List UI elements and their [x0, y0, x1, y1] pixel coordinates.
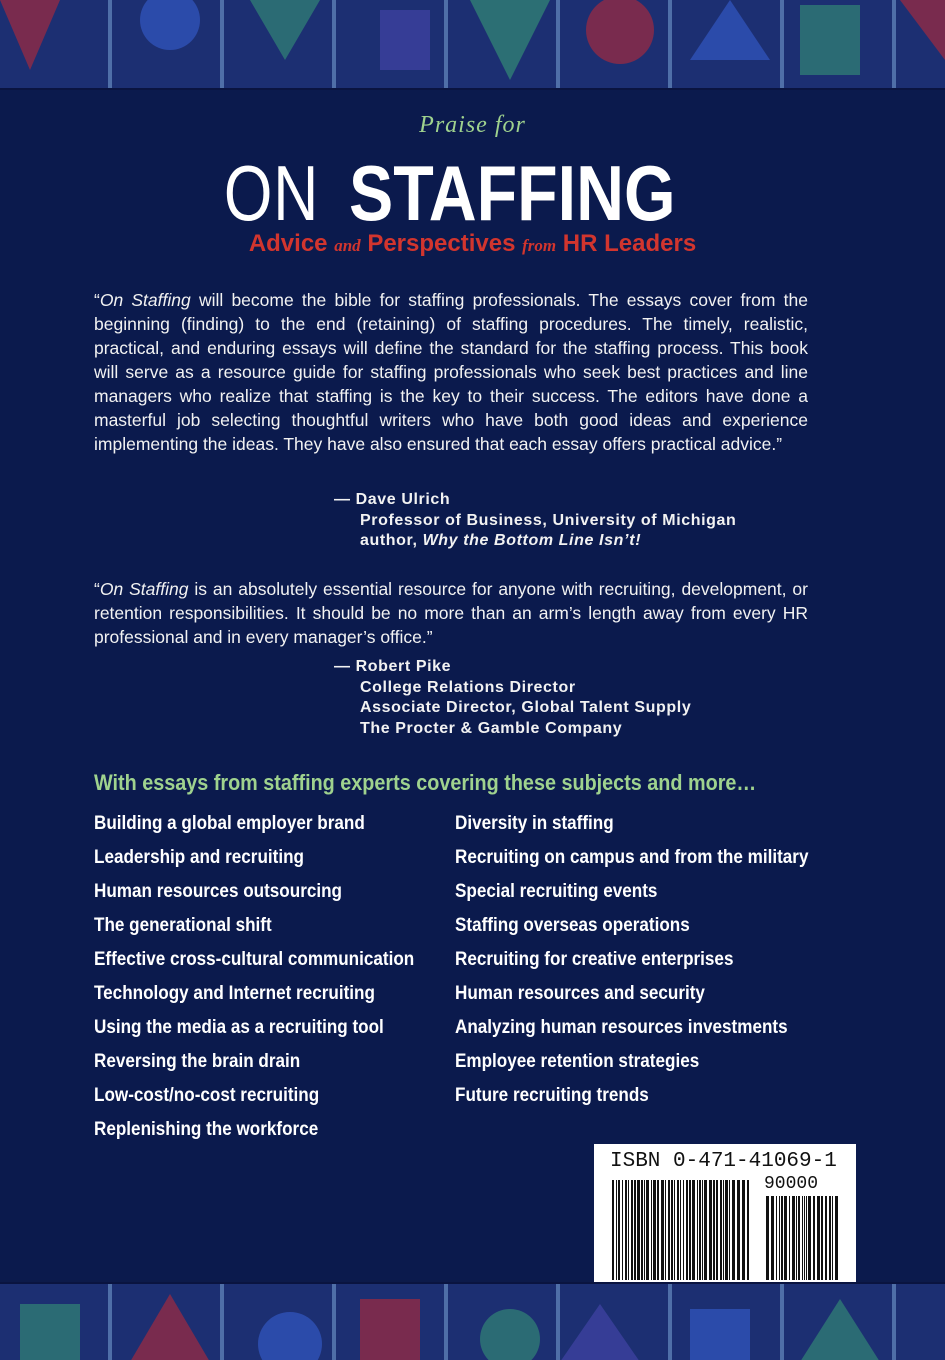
- barcode-bar: [689, 1180, 691, 1280]
- subtitle-word: Perspectives: [367, 230, 516, 257]
- topic-item: Recruiting for creative enterprises: [455, 949, 734, 970]
- barcode-bar: [631, 1180, 633, 1280]
- barcode-bar: [622, 1180, 623, 1280]
- topic-item: Technology and Internet recruiting: [94, 983, 375, 1004]
- barcode-bar: [699, 1180, 701, 1280]
- barcode-bar: [829, 1196, 831, 1280]
- attribution-title: College Relations Director: [360, 678, 576, 696]
- attribution-book: author, Why the Bottom Line Isn’t!: [360, 532, 642, 549]
- quote-book-title: On Staffing: [99, 579, 189, 599]
- subtitle-word: and: [334, 236, 361, 255]
- top-decorative-band: [0, 0, 945, 90]
- barcode-bar: [697, 1180, 698, 1280]
- barcode-bar: [725, 1180, 728, 1280]
- quote-text: will become the bible for staffing professionals. The essays cover from the beginning (finding) to the end (retaining) of staffing procedures. The timely, realistic, practical, and enduring essays will define the standard for the staffing process. This book will serve as a resource guide for staffing professionals who seek best practices and line managers who realize that staffing is the key to their success. The editors have done a masterful job selecting thoughtful writers who have both good ideas and experience implementing the ideas. They have also ensured that each essay offers practical advice.”: [94, 290, 808, 454]
- barcode-bar: [616, 1180, 617, 1280]
- isbn-number: ISBN 0-471-41069-1: [610, 1150, 837, 1173]
- barcode-bar: [737, 1180, 740, 1280]
- barcode-bar: [771, 1196, 774, 1280]
- barcode-bar: [813, 1196, 815, 1280]
- barcode-bar: [677, 1180, 679, 1280]
- barcode-bar: [661, 1180, 664, 1280]
- barcode-bar: [817, 1196, 820, 1280]
- title-on: ON: [223, 149, 320, 237]
- barcode-bar: [792, 1196, 795, 1280]
- barcode-bar: [665, 1180, 666, 1280]
- topic-item: Building a global employer brand: [94, 813, 365, 834]
- quote-book-title: On Staffing: [99, 290, 191, 310]
- book-subtitle: [0, 230, 945, 258]
- attribution-title: Associate Director, Global Talent Supply: [360, 699, 692, 716]
- barcode-bar: [720, 1180, 722, 1280]
- essays-heading: With essays from staffing experts covering these subjects and more…: [94, 770, 757, 795]
- barcode-bar: [804, 1196, 805, 1280]
- barcode-bar: [668, 1180, 670, 1280]
- barcode-addon-bars-icon: [766, 1196, 838, 1280]
- barcode-bar: [832, 1196, 833, 1280]
- barcode-bar: [709, 1180, 712, 1280]
- topic-item: Diversity in staffing: [455, 813, 614, 834]
- barcode-bar: [716, 1180, 718, 1280]
- topic-item: Using the media as a recruiting tool: [94, 1017, 384, 1038]
- subtitle-word: Advice: [248, 230, 328, 257]
- barcode-bar: [808, 1196, 811, 1280]
- barcode-bar: [776, 1196, 777, 1280]
- attribution-company: The Procter & Gamble Company: [360, 719, 623, 737]
- topic-item: Human resources outsourcing: [94, 881, 343, 902]
- barcode-bar: [742, 1180, 745, 1280]
- barcode-bar: [729, 1180, 730, 1280]
- topic-item: Employee retention strategies: [455, 1051, 700, 1072]
- title-staffing: STAFFING: [348, 149, 676, 237]
- topic-item: Future recruiting trends: [455, 1085, 649, 1106]
- barcode-bar: [713, 1180, 715, 1280]
- geometric-pattern-top: [0, 0, 945, 88]
- topic-item: Analyzing human resources investments: [455, 1017, 788, 1038]
- barcode-bar: [802, 1196, 803, 1280]
- barcode-bar: [683, 1180, 684, 1280]
- barcode-bar: [651, 1180, 652, 1280]
- quote-text: is an absolutely essential resource for anyone with recruiting, development, or retention responsibilities. It should be no more than an arm’s length away from every HR professional and in every manager’s office.”: [94, 579, 808, 647]
- topic-item: Recruiting on campus and from the military: [455, 847, 809, 868]
- praise-label: Praise for: [419, 112, 526, 138]
- geometric-pattern-bottom: [0, 1284, 945, 1360]
- attribution-name: — Dave Ulrich: [334, 491, 451, 508]
- barcode-bar: [835, 1196, 838, 1280]
- topic-item: Reversing the brain drain: [94, 1051, 301, 1072]
- barcode-bar: [625, 1180, 627, 1280]
- barcode-bar: [781, 1196, 783, 1280]
- topic-item: Staffing overseas operations: [455, 915, 690, 936]
- barcode-bar: [637, 1180, 640, 1280]
- testimonial-quote-2: “On Staffing is an absolutely essential resource for anyone with recruiting, development, or retention responsibilities. It should be no more than an arm’s length away from every HR professional and in every manager’s office.”: [94, 579, 808, 647]
- bottom-decorative-band: [0, 1282, 945, 1360]
- barcode-bar: [646, 1180, 649, 1280]
- topic-item: The generational shift: [94, 915, 272, 936]
- barcode-bar: [680, 1180, 681, 1280]
- subtitle-word: from: [522, 236, 557, 255]
- barcode-bar: [628, 1180, 629, 1280]
- book-title: [0, 148, 945, 238]
- barcode-bar: [686, 1180, 688, 1280]
- barcode-bar: [784, 1196, 787, 1280]
- barcode-bar: [789, 1196, 790, 1280]
- topic-item: Replenishing the workforce: [94, 1119, 319, 1140]
- barcode-bars-icon: [612, 1180, 750, 1280]
- barcode-bar: [702, 1180, 703, 1280]
- barcode-bar: [821, 1196, 823, 1280]
- attribution-2: [334, 657, 691, 739]
- barcode-bar: [796, 1196, 797, 1280]
- barcode-bar: [641, 1180, 643, 1280]
- barcode-bar: [612, 1180, 614, 1280]
- barcode-bar: [798, 1196, 800, 1280]
- barcode-bar: [692, 1180, 695, 1280]
- price-code: 90000: [764, 1174, 819, 1194]
- attribution-1: [334, 490, 736, 552]
- barcode-bar: [634, 1180, 636, 1280]
- topic-item: Special recruiting events: [455, 881, 658, 902]
- barcode-bar: [825, 1196, 827, 1280]
- barcode-bar: [618, 1180, 620, 1280]
- barcode-bar: [644, 1180, 645, 1280]
- topics-left-column: [94, 812, 450, 1152]
- subtitle-word: HR Leaders: [562, 230, 697, 257]
- barcode-bar: [704, 1180, 707, 1280]
- barcode-bar: [653, 1180, 656, 1280]
- barcode-bar: [674, 1180, 675, 1280]
- barcode-bar: [806, 1196, 807, 1280]
- topic-item: Low-cost/no-cost recruiting: [94, 1085, 320, 1106]
- topics-right-column: [455, 812, 848, 1118]
- barcode-bar: [723, 1180, 724, 1280]
- barcode-bar: [766, 1196, 769, 1280]
- topic-item: Leadership and recruiting: [94, 847, 304, 868]
- topic-item: Effective cross-cultural communication: [94, 949, 415, 970]
- barcode-bar: [671, 1180, 673, 1280]
- topic-item: Human resources and security: [455, 983, 705, 1004]
- attribution-title: Professor of Business, University of Michigan: [360, 511, 737, 529]
- barcode-bar: [732, 1180, 735, 1280]
- barcode-bar: [747, 1180, 749, 1280]
- attribution-name: — Robert Pike: [334, 658, 452, 675]
- barcode-bar: [779, 1196, 780, 1280]
- testimonial-quote-1: “On Staffing will become the bible for staffing professionals. The essays cover from the beginning (finding) to the end (retaining) of staffing procedures. The timely, realistic, practical, and enduring essays will define the standard for the staffing process. This book will serve as a resource guide for staffing professionals who seek best practices and line managers who realize that staffing is the key to their success. The editors have done a masterful job selecting thoughtful writers who have both good ideas and experience implementing the ideas. They have also ensured that each essay offers practical advice.”: [94, 290, 808, 454]
- barcode-bar: [657, 1180, 659, 1280]
